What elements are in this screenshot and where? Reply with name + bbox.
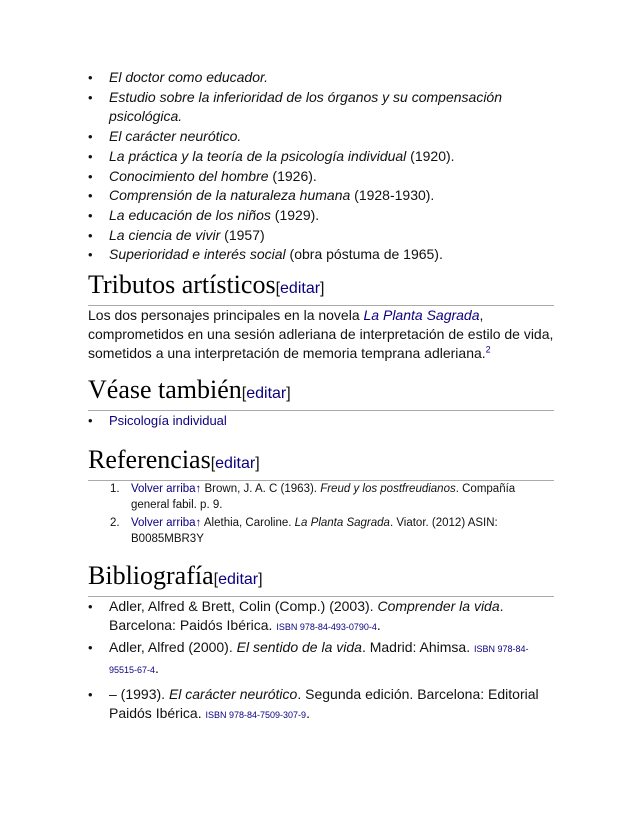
bib-end: . (376, 617, 381, 634)
work-title: El doctor como educador. (109, 69, 269, 85)
work-year: (1926). (268, 167, 317, 184)
list-item (88, 167, 554, 187)
list-item (88, 411, 554, 431)
bibliography-item (88, 597, 554, 638)
back-link[interactable]: Volver arriba↑ (131, 516, 202, 529)
paragraph-text: , comprometidos en una sesión adleriana de interpretación de estilo de vida, sometidos a una interpretación de memoria temprana adleriana. (88, 307, 554, 362)
paragraph-text: Los dos personajes principales en la novela (88, 307, 364, 324)
heading-title: Referencias (88, 444, 211, 474)
edit-link[interactable]: editar (246, 385, 287, 403)
list-item (88, 88, 554, 127)
bibliography-list (88, 597, 554, 726)
reference-title: La Planta Sagrada (294, 516, 390, 529)
bracket-close: ] (286, 385, 291, 403)
list-item (88, 68, 554, 88)
see-also-list (88, 411, 554, 431)
reference-rest: . Viator. (2012) ASIN: B0085MBR3Y (131, 516, 498, 545)
edit-link[interactable]: editar (280, 280, 321, 298)
back-link[interactable]: Volver arriba↑ (131, 482, 202, 495)
section-bibliografia (88, 561, 554, 726)
reference-title: Freud y los postfreudianos (320, 482, 456, 495)
reference-author: Alethia, Caroline. (201, 516, 295, 529)
section-referencias (88, 445, 554, 547)
bib-end: . (306, 705, 310, 722)
bib-title: El carácter neurótico (168, 685, 298, 702)
bib-author: – (1993). (109, 685, 169, 702)
paragraph (88, 306, 554, 363)
bracket-open: [ (213, 570, 219, 588)
bracket-close: ] (255, 454, 260, 472)
work-year: (1928-1930). (350, 187, 435, 204)
edit-wrapper (276, 280, 325, 297)
work-year: (1929). (270, 206, 320, 223)
bracket-open: [ (241, 385, 247, 403)
list-item (88, 186, 554, 206)
bib-publisher: . Segunda edición. Barcelona: Editorial Paidós Ibérica. (109, 685, 539, 722)
bracket-open: [ (210, 454, 216, 472)
see-also-link[interactable]: Psicología individual (109, 413, 227, 429)
heading-title: Véase también (88, 375, 242, 405)
edit-wrapper (214, 571, 263, 588)
bibliography-item (88, 685, 554, 726)
list-item (88, 245, 554, 265)
bib-title: El sentido de la vida (236, 638, 362, 655)
bib-end: . (155, 660, 159, 677)
reference-number: 2. (110, 516, 120, 529)
list-item (88, 226, 554, 246)
isbn-link[interactable]: ISBN 978-84-493-0790-4 (276, 622, 377, 633)
edit-wrapper (242, 385, 291, 402)
heading-title: Bibliografía (88, 560, 214, 590)
article-content (88, 68, 554, 726)
work-title: El carácter neurótico. (109, 128, 242, 145)
bib-publisher: . Madrid: Ahimsa. (361, 638, 474, 655)
bracket-close: ] (258, 570, 263, 588)
isbn-link[interactable]: ISBN 978-84-7509-307-9 (205, 710, 307, 721)
bib-publisher: . Barcelona: Paidós Ibérica. (109, 597, 504, 634)
work-title: Comprensión de la naturaleza humana (109, 187, 351, 204)
heading-title: Tributos artísticos (88, 270, 276, 300)
edit-link[interactable]: editar (218, 570, 259, 588)
section-heading (88, 270, 554, 306)
section-vease (88, 375, 554, 431)
work-title: La ciencia de vivir (109, 226, 221, 243)
list-item (88, 147, 554, 167)
work-year: (obra póstuma de 1965). (285, 246, 443, 263)
bibliography-item (88, 638, 554, 681)
edit-wrapper (211, 455, 260, 472)
reference-item (110, 515, 554, 547)
section-heading (88, 445, 554, 481)
bib-author: Adler, Alfred & Brett, Colin (Comp.) (2003). (109, 597, 378, 614)
works-list (88, 68, 554, 265)
bracket-open: [ (275, 280, 281, 298)
section-heading (88, 561, 554, 597)
work-title: Superioridad e interés social (109, 246, 286, 263)
isbn-link[interactable]: ISBN 978-84-95515-67-4 (109, 643, 529, 676)
bracket-close: ] (320, 280, 325, 298)
work-year: (1957) (220, 226, 265, 243)
work-title: Estudio sobre la inferioridad de los órganos y su compensación psicológica. (109, 88, 503, 125)
work-title: La educación de los niños (109, 206, 271, 223)
list-item (88, 127, 554, 147)
reference-rest: . Compañía general fabil. p. 9. (131, 482, 516, 511)
footnote-link[interactable]: 2 (485, 344, 491, 355)
section-heading (88, 375, 554, 411)
bib-author: Adler, Alfred (2000). (109, 638, 237, 655)
edit-link[interactable]: editar (215, 454, 256, 472)
work-title: La práctica y la teoría de la psicología individual (109, 147, 407, 164)
work-year: (1920). (406, 147, 455, 164)
work-title: Conocimiento del hombre (109, 167, 269, 184)
novel-link[interactable]: La Planta Sagrada (363, 307, 480, 324)
section-tributos (88, 270, 554, 363)
list-item (88, 206, 554, 226)
references-list (110, 481, 554, 547)
reference-author: Brown, J. A. C (1963). (201, 482, 321, 495)
reference-number: 1. (110, 482, 120, 495)
reference-item (110, 481, 554, 513)
bib-title: Comprender la vida (377, 597, 500, 614)
